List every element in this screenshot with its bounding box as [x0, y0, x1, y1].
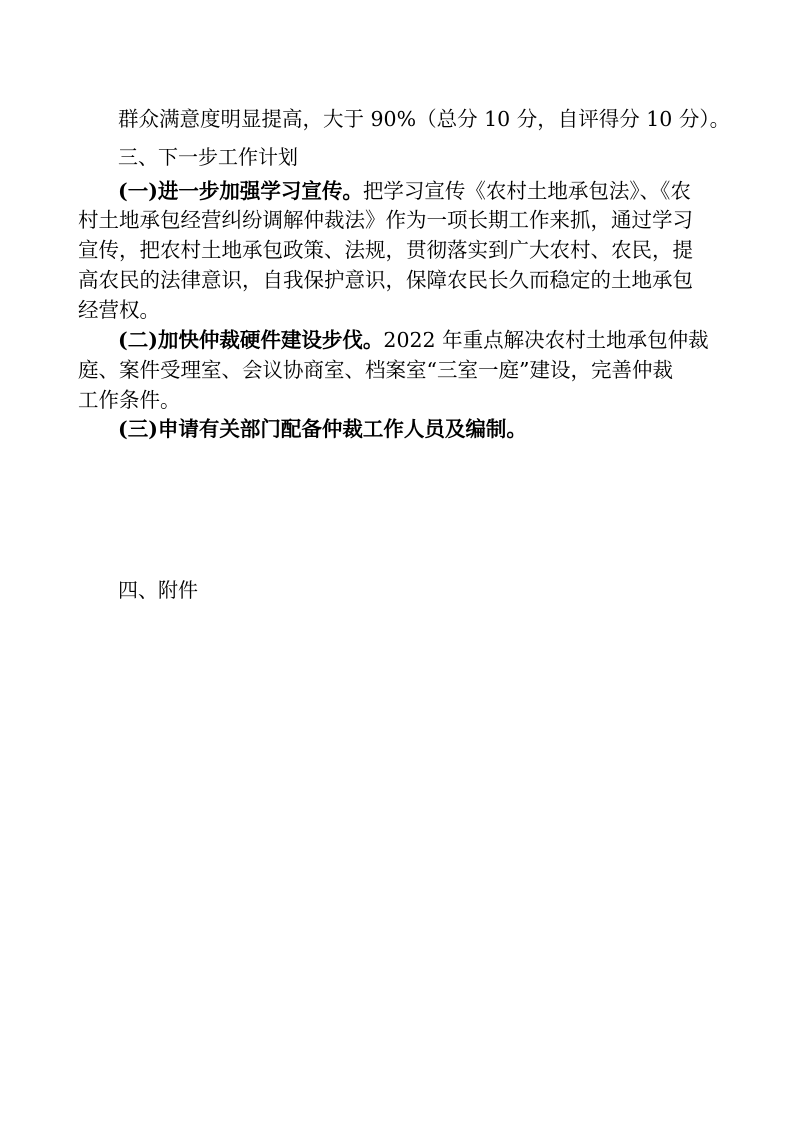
item-1-line-5: 经营权。 [78, 298, 160, 322]
item-2-first-line [118, 325, 718, 355]
item-2-lead: (二)加快仲裁硬件建设步伐。 [118, 328, 384, 352]
item-1-line-3: 宣传，把农村土地承包政策、法规，贯彻落实到广大农村、农民，提 [78, 238, 693, 262]
item-1-line-4: 高农民的法律意识，自我保护意识，保障农民长久而稳定的土地承包 [78, 268, 693, 292]
item-2-line-2: 庭、案件受理室、会议协商室、档案室“三室一庭”建设，完善仲裁 [78, 358, 673, 382]
item-1-text: 把学习宣传《农村土地承包法》、《农 [362, 179, 691, 203]
item-2-line-3: 工作条件。 [78, 388, 181, 412]
intro-line: 群众满意度明显提高，大于 90%（总分 10 分，自评得分 10 分）。 [118, 107, 731, 131]
section-4-heading: 四、附件 [118, 578, 198, 602]
item-3-line: (三)申请有关部门配备仲裁工作人员及编制。 [118, 417, 527, 441]
item-1-first-line [118, 176, 718, 206]
item-1-lead: (一)进一步加强学习宣传。 [118, 179, 363, 203]
item-2-text: 2022 年重点解决农村土地承包仲裁 [383, 328, 709, 352]
section-3-heading: 三、下一步工作计划 [118, 145, 298, 169]
item-1-line-2: 村土地承包经营纠纷调解仲裁法》作为一项长期工作来抓，通过学习 [78, 208, 693, 232]
